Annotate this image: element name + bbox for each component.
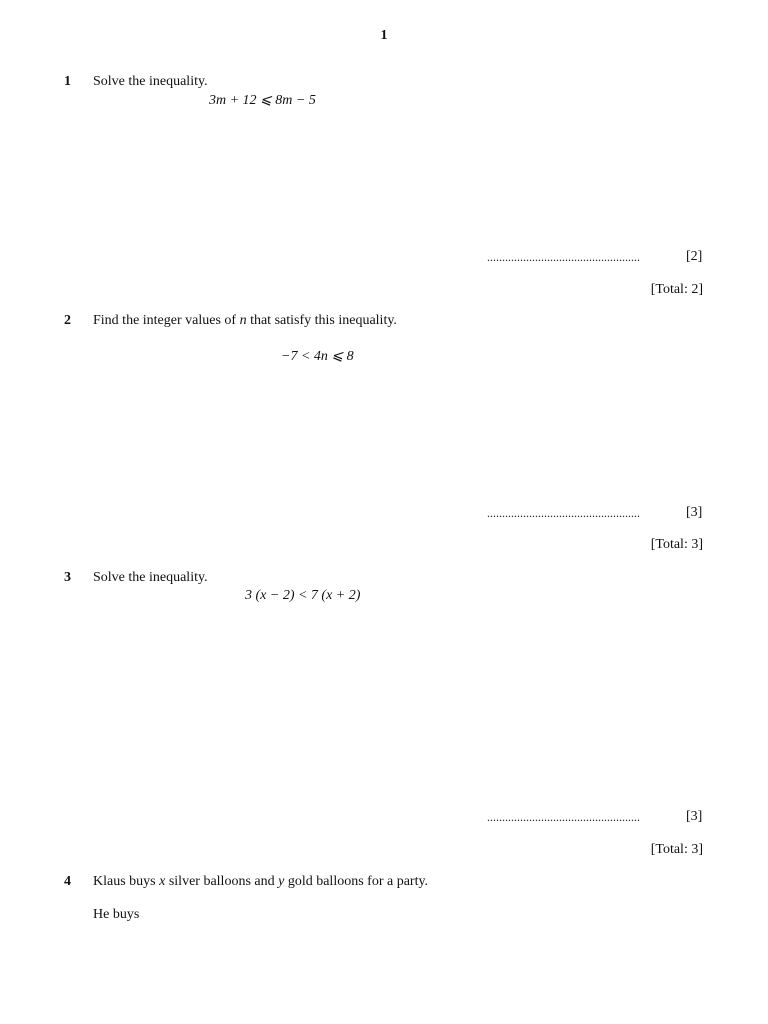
question-1-expression: 3m + 12 ⩽ 8m − 5	[209, 93, 316, 108]
question-4-text-part3: gold balloons for a party.	[284, 874, 429, 889]
question-1-answer-line[interactable]: ...................................................	[487, 250, 640, 264]
question-4-text-part1: Klaus buys	[93, 874, 160, 889]
question-3-total: [Total: 3]	[650, 842, 703, 857]
question-3-expression: 3 (x − 2) < 7 (x + 2)	[245, 588, 361, 603]
question-2-total: [Total: 3]	[650, 537, 703, 552]
question-2-marks: [3]	[686, 505, 703, 520]
question-1-total: [Total: 2]	[650, 282, 703, 297]
question-2-number: 2	[64, 313, 71, 328]
question-1-marks: [2]	[686, 249, 703, 264]
question-1-number: 1	[64, 74, 71, 89]
question-3-text: Solve the inequality.	[93, 570, 208, 585]
question-2-variable: n	[239, 313, 247, 328]
question-4-var-x: x	[159, 874, 166, 889]
question-4-var-y: y	[278, 874, 285, 889]
question-2-text-before: Find the integer values of	[93, 313, 240, 328]
question-3-marks: [3]	[686, 809, 703, 824]
page-number: 1	[380, 28, 388, 43]
question-4-text	[93, 874, 428, 890]
question-4-subtext: He buys	[93, 907, 140, 922]
question-3-answer-line[interactable]: ...................................................	[487, 810, 640, 824]
question-1-text: Solve the inequality.	[93, 74, 208, 89]
question-2-text-after: that satisfy this inequality.	[246, 313, 397, 328]
question-2-expression: −7 < 4n ⩽ 8	[281, 349, 354, 364]
question-2-answer-line[interactable]: ...................................................	[487, 506, 640, 520]
question-4-text-part2: silver balloons and	[165, 874, 279, 889]
question-3-number: 3	[64, 570, 71, 585]
question-2-text	[93, 313, 397, 329]
question-4-number: 4	[64, 874, 71, 889]
